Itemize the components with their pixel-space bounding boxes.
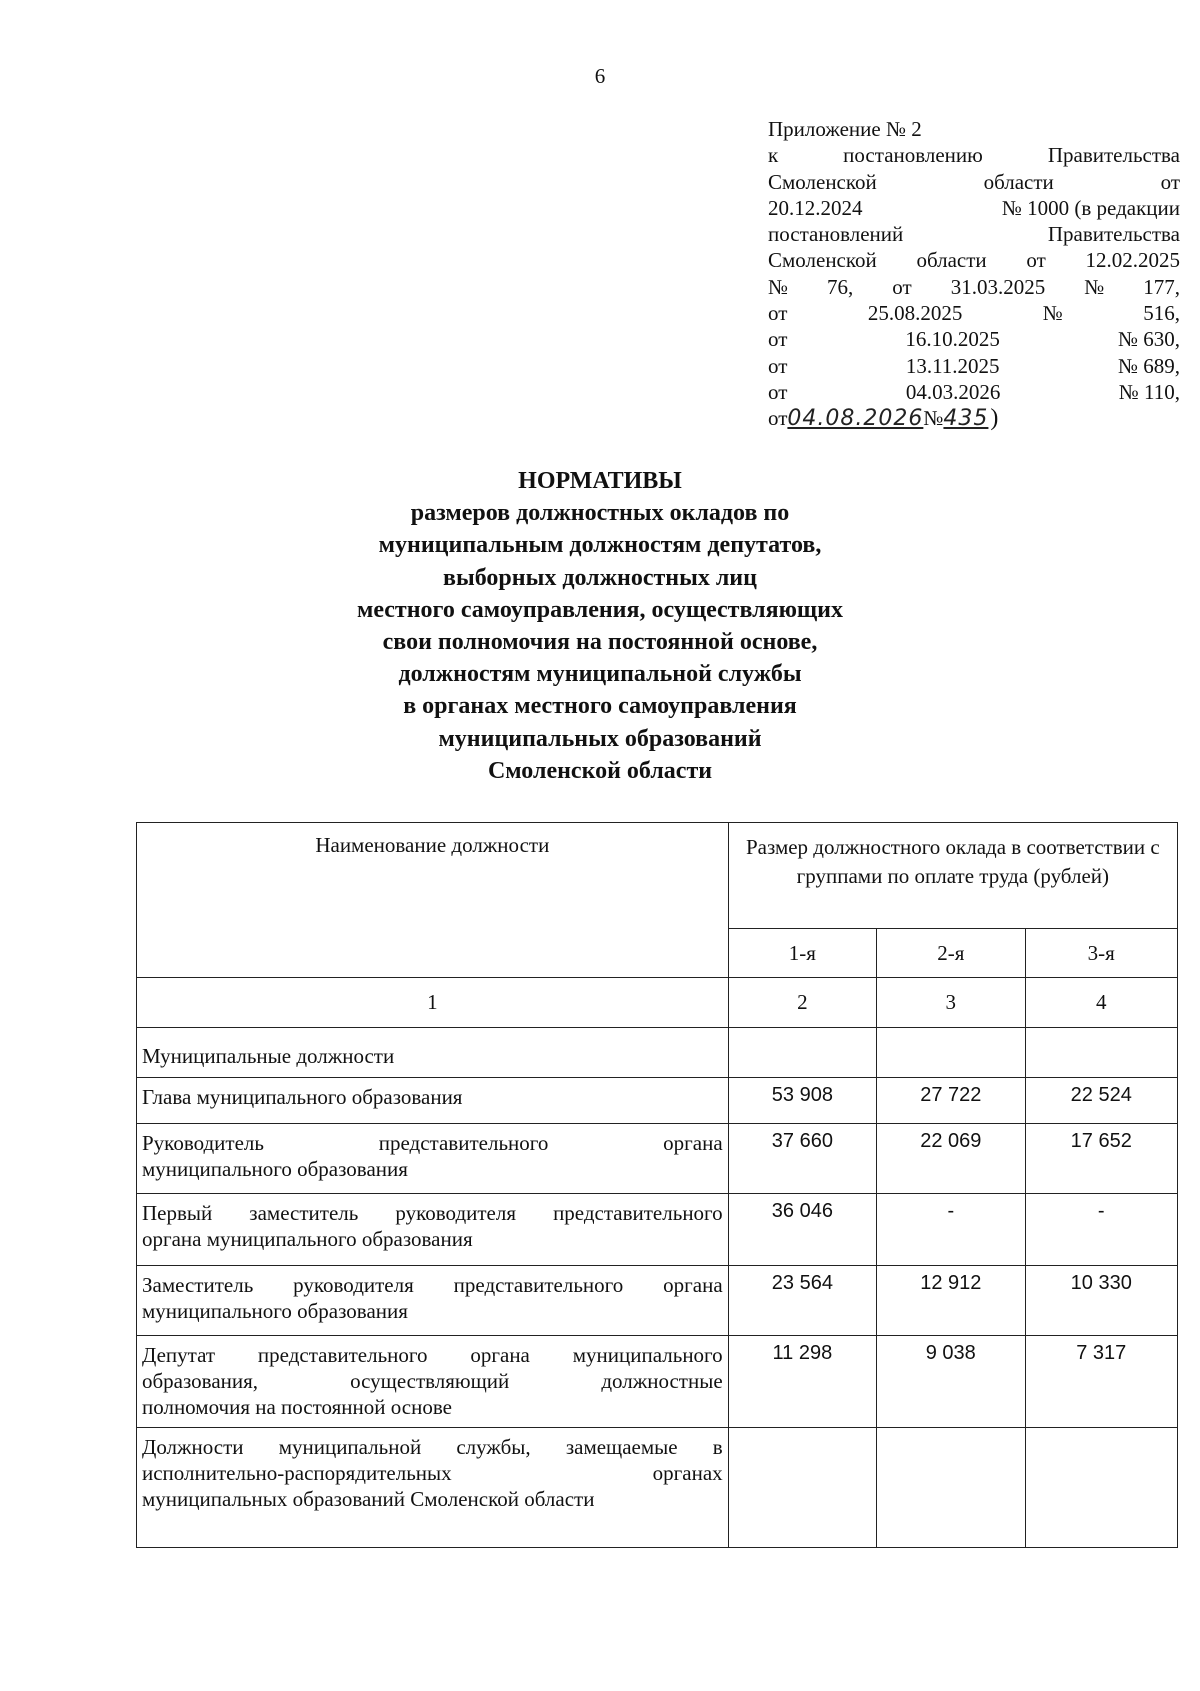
appendix-word: постановлению <box>843 143 983 168</box>
position-name-line: Заместитель руководителя представительного органа <box>142 1273 723 1297</box>
table-row <box>137 1028 1178 1078</box>
appendix-line <box>768 326 1180 352</box>
heading-line: НОРМАТИВЫ <box>518 468 682 494</box>
heading-line: размеров должностных окладов по <box>410 500 790 527</box>
closing-paren: ) <box>990 405 999 432</box>
position-name-cell <box>137 1078 729 1124</box>
heading-line: должностям муниципальной службы <box>398 661 802 688</box>
page-number: 6 <box>594 64 606 88</box>
appendix-title: Приложение № 2 <box>768 117 922 141</box>
last-line-prefix: от <box>768 406 788 431</box>
position-name-cell <box>137 1266 729 1336</box>
header-group-1: 1-я <box>728 929 876 978</box>
appendix-word: 516, <box>1143 301 1180 326</box>
appendix-word: от <box>892 274 912 299</box>
appendix-word: к <box>768 143 779 168</box>
salary-group-3-cell: 10 330 <box>1025 1266 1178 1336</box>
header-group-2: 2-я <box>877 929 1025 978</box>
appendix-line <box>768 379 1180 405</box>
appendix-line <box>768 247 1180 273</box>
salary-group-3-cell: 22 524 <box>1025 1078 1178 1124</box>
position-name-line: органа муниципального образования <box>142 1227 473 1251</box>
table-row <box>137 1124 1178 1194</box>
salary-group-1-cell: 23 564 <box>728 1266 876 1336</box>
position-name-cell <box>137 1028 729 1078</box>
appendix-word: от <box>768 353 788 378</box>
appendix-last-line <box>768 405 1180 432</box>
appendix-word: № 1000 (в редакции <box>1001 195 1180 220</box>
column-number-1: 1 <box>137 978 729 1028</box>
salary-group-1-cell: 36 046 <box>728 1194 876 1266</box>
salary-group-1-cell <box>728 1028 876 1078</box>
position-name-cell <box>137 1336 729 1428</box>
header-group-3: 3-я <box>1025 929 1178 978</box>
salary-norms-table <box>136 822 1178 1548</box>
appendix-word: Смоленской <box>768 169 877 194</box>
appendix-word: № <box>1084 274 1105 299</box>
appendix-line <box>768 300 1180 326</box>
column-number-2: 2 <box>728 978 876 1028</box>
position-name-cell <box>137 1428 729 1548</box>
appendix-word: 13.11.2025 <box>905 353 1000 378</box>
appendix-word: 16.10.2025 <box>905 327 1000 352</box>
appendix-word: Правительства <box>1047 143 1180 168</box>
appendix-word: № <box>1042 301 1063 326</box>
position-name-cell <box>137 1124 729 1194</box>
heading-line: муниципальным должностям депутатов, <box>378 532 822 559</box>
appendix-word: от <box>1160 169 1180 194</box>
table-row <box>137 1078 1178 1124</box>
appendix-line <box>768 221 1180 247</box>
last-line-no-sign: № <box>923 406 944 431</box>
position-name-line: муниципальных образований Смоленской области <box>142 1487 595 1511</box>
appendix-line <box>768 169 1180 195</box>
salary-group-3-cell <box>1025 1028 1178 1078</box>
heading-line: выборных должностных лиц <box>443 564 757 591</box>
appendix-block <box>768 116 1180 433</box>
appendix-line <box>768 142 1180 168</box>
position-name-line: Должности муниципальной службы, замещаемые в <box>142 1435 723 1459</box>
salary-group-2-cell <box>877 1428 1025 1548</box>
position-name-line: Руководитель представительного органа <box>142 1131 723 1155</box>
position-name-line: Глава муниципального образования <box>142 1085 463 1109</box>
position-name-line: Первый заместитель руководителя представительного <box>142 1201 723 1225</box>
salary-group-2-cell: - <box>877 1194 1025 1266</box>
table-row <box>137 1428 1178 1548</box>
appendix-word: № 630, <box>1117 327 1180 352</box>
appendix-word: 177, <box>1143 274 1180 299</box>
appendix-word: области <box>916 248 987 273</box>
salary-group-1-cell: 37 660 <box>728 1124 876 1194</box>
position-name-line: Муниципальные должности <box>142 1043 395 1068</box>
appendix-word: от <box>768 379 788 404</box>
heading-line: муниципальных образований <box>438 725 762 752</box>
appendix-line <box>768 274 1180 300</box>
position-name-line: образования, осуществляющий должностные <box>142 1369 723 1393</box>
appendix-lines <box>768 142 1180 405</box>
appendix-line <box>768 195 1180 221</box>
appendix-word: 31.03.2025 <box>950 274 1046 299</box>
appendix-word: Смоленской <box>768 248 877 273</box>
salary-group-2-cell: 12 912 <box>877 1266 1025 1336</box>
handwritten-date: 04.08.2026 <box>787 406 924 432</box>
salary-group-3-cell: 7 317 <box>1025 1336 1178 1428</box>
appendix-word: области <box>983 169 1054 194</box>
salary-group-3-cell: - <box>1025 1194 1178 1266</box>
table-row <box>137 1266 1178 1336</box>
position-name-cell <box>137 1194 729 1266</box>
appendix-word: № 689, <box>1117 353 1180 378</box>
column-number-4: 4 <box>1025 978 1178 1028</box>
position-name-line: муниципального образования <box>142 1157 408 1181</box>
column-number-3: 3 <box>877 978 1025 1028</box>
appendix-word: 25.08.2025 <box>867 301 963 326</box>
appendix-line <box>768 353 1180 379</box>
handwritten-number: 435 <box>943 406 989 432</box>
position-name-line: Депутат представительного органа муниципального <box>142 1343 723 1367</box>
appendix-word: 04.03.2026 <box>905 379 1001 404</box>
table-row <box>137 1194 1178 1266</box>
appendix-word: № 110, <box>1118 379 1180 404</box>
appendix-word: 20.12.2024 <box>768 195 863 220</box>
appendix-word: постановлений <box>768 222 904 247</box>
position-name-line: исполнительно-распорядительных органах <box>142 1461 723 1485</box>
salary-group-1-cell: 11 298 <box>728 1336 876 1428</box>
salary-group-1-cell: 53 908 <box>728 1078 876 1124</box>
heading-line: местного самоуправления, осуществляющих <box>356 596 843 623</box>
heading-line: в органах местного самоуправления <box>403 693 797 720</box>
header-salary: Размер должностного оклада в соответствии с группами по оплате труда (рублей) <box>728 823 1177 929</box>
salary-group-2-cell <box>877 1028 1025 1078</box>
appendix-word: Правительства <box>1047 222 1180 247</box>
table-body <box>137 1028 1178 1548</box>
appendix-word: 76, <box>827 274 854 299</box>
heading-line: свои полномочия на постоянной основе, <box>382 629 818 656</box>
header-position-name: Наименование должности <box>137 823 729 978</box>
salary-group-2-cell: 9 038 <box>877 1336 1025 1428</box>
appendix-word: от <box>1026 248 1046 273</box>
salary-group-3-cell <box>1025 1428 1178 1548</box>
table-row <box>137 1336 1178 1428</box>
document-heading <box>0 465 1200 787</box>
salary-group-2-cell: 22 069 <box>877 1124 1025 1194</box>
appendix-word: от <box>768 301 788 326</box>
salary-group-3-cell: 17 652 <box>1025 1124 1178 1194</box>
position-name-line: полномочия на постоянной основе <box>142 1395 452 1419</box>
appendix-word: от <box>768 327 788 352</box>
position-name-line: муниципального образования <box>142 1299 408 1323</box>
appendix-word: № <box>768 274 789 299</box>
appendix-word: 12.02.2025 <box>1085 248 1180 273</box>
heading-line: Смоленской области <box>487 757 713 784</box>
salary-group-1-cell <box>728 1428 876 1548</box>
salary-group-2-cell: 27 722 <box>877 1078 1025 1124</box>
